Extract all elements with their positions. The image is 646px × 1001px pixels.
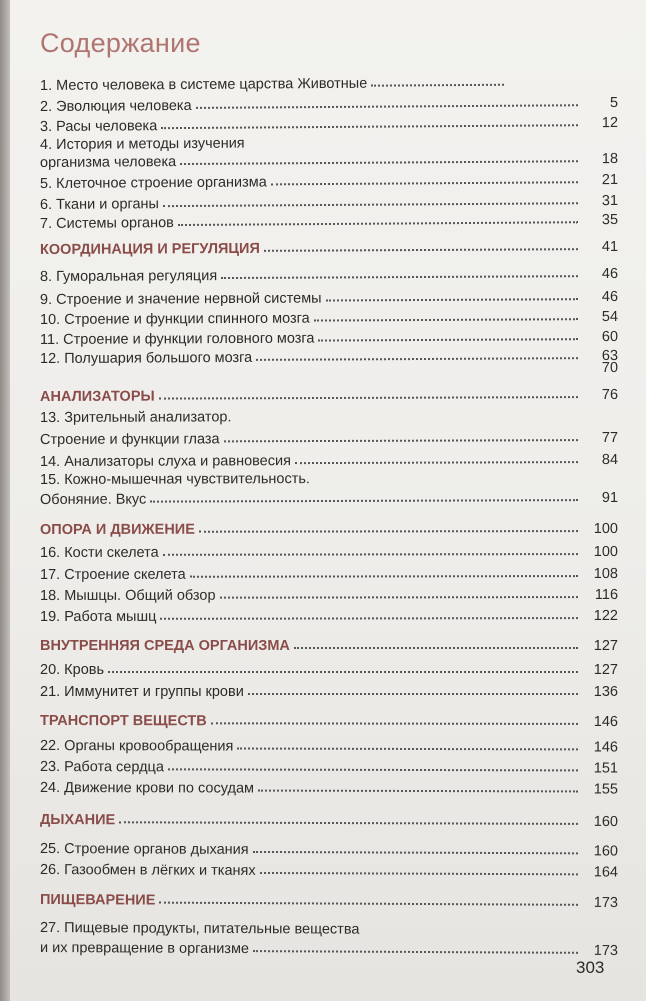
- dot-leader: [253, 950, 578, 954]
- toc-entry-page: 63: [601, 347, 619, 365]
- toc-entry-title: 9. Строение и значение нервной системы: [39, 290, 322, 308]
- toc-section-title: ПИЩЕВАРЕНИЕ: [39, 892, 156, 909]
- toc-entry: [40, 206, 618, 232]
- book-page: [10, 0, 646, 1001]
- toc-entry-title: 21. Иммунитет и группы крови: [40, 684, 244, 700]
- toc-entry-page: 151: [593, 760, 619, 777]
- toc-section-heading: [40, 707, 618, 730]
- toc-entry-page: 100: [593, 543, 619, 561]
- toc-entry-title: 3. Расы человека: [39, 118, 158, 135]
- toc-section-title: ОПОРА И ДВИЖЕНИЕ: [39, 521, 195, 538]
- toc-entry-page: 160: [593, 843, 619, 860]
- toc-entry-title: 7. Системы органов: [39, 215, 174, 232]
- toc-entry-page: 155: [593, 781, 619, 798]
- dot-leader: [363, 933, 578, 934]
- toc-section-title: АНАЛИЗАТОРЫ: [39, 388, 155, 405]
- dot-leader: [248, 693, 578, 695]
- toc-entry-title: и их превращение в организме: [39, 940, 250, 958]
- toc-entry-page: 173: [593, 894, 619, 912]
- dot-leader: [253, 851, 578, 854]
- toc-entry-page: 100: [593, 520, 619, 538]
- toc-entry: [40, 538, 618, 561]
- toc-entry-page: 146: [593, 739, 619, 756]
- dot-leader: [237, 748, 578, 751]
- toc-entry-title: 8. Гуморальная регуляция: [39, 268, 218, 285]
- toc-entry-title: 17. Строение скелета: [39, 566, 186, 583]
- toc-entry-page: 127: [593, 638, 618, 654]
- dot-leader: [294, 647, 578, 649]
- toc-entry-title: 26. Газообмен в лёгких и тканях: [39, 862, 256, 879]
- toc-entry: [40, 402, 618, 426]
- toc-entry-page: 164: [593, 864, 619, 881]
- toc-entry-title: 12. Полушария большого мозга: [39, 349, 253, 367]
- toc-entry-title: 2. Эволюция человека: [39, 97, 192, 115]
- toc-entry-page: 46: [601, 288, 619, 306]
- dot-leader: [159, 902, 578, 906]
- toc-entry-title: 23. Работа сердца: [39, 759, 164, 776]
- dot-leader: [318, 338, 578, 341]
- toc-entry-page: 12: [601, 114, 619, 132]
- toc-entry-page: 41: [601, 238, 619, 256]
- toc-section-heading: [40, 886, 618, 911]
- toc-entry-page: 77: [601, 429, 619, 447]
- toc-entry-page: 31: [601, 192, 619, 210]
- toc-entry-title: 22. Органы кровообращения: [39, 738, 234, 755]
- toc-entry: [40, 560, 618, 583]
- dot-leader: [314, 318, 578, 321]
- dot-leader: [178, 221, 578, 226]
- toc-entry-title: 16. Кости скелета: [39, 544, 159, 561]
- dot-leader: [271, 181, 578, 185]
- toc-section-heading: [40, 632, 618, 654]
- page-number: 303: [576, 958, 605, 977]
- dot-leader: [163, 553, 578, 556]
- toc-entry: [40, 753, 618, 777]
- toc-entry-page: 60: [601, 328, 619, 346]
- toc-section-title: ТРАНСПОРТ ВЕЩЕСТВ: [39, 713, 207, 730]
- dot-leader: [159, 396, 578, 399]
- dot-leader: [160, 617, 578, 620]
- dot-leader: [180, 160, 578, 165]
- toc-entry-title: 6. Ткани и органы: [39, 196, 160, 213]
- toc-entry: [40, 354, 618, 379]
- toc-entry-page: 46: [601, 265, 619, 283]
- dot-leader: [235, 419, 578, 420]
- toc-entry-page: 136: [593, 684, 618, 700]
- toc-entry-page: 160: [593, 813, 619, 831]
- toc-entry-page: 21: [601, 171, 619, 189]
- dot-leader: [264, 248, 578, 252]
- toc-entry-title: 1. Место человека в системе царства Животные: [39, 75, 368, 94]
- toc-entry-page: 54: [601, 308, 619, 326]
- toc-entry-page: 70: [601, 359, 619, 377]
- dot-leader: [108, 671, 578, 673]
- dot-leader: [314, 481, 578, 482]
- dot-leader: [220, 596, 578, 599]
- toc-entry: [40, 732, 618, 756]
- toc-entry: [40, 934, 618, 959]
- toc-entry: [40, 602, 618, 625]
- toc-section-heading: [40, 806, 618, 830]
- toc-entry-title: 18. Мышцы. Общий обзор: [39, 587, 216, 604]
- toc-entry-page: 76: [601, 386, 619, 404]
- dot-leader: [199, 530, 578, 533]
- toc-section-heading: [40, 233, 618, 258]
- toc-entry-title: 15. Кожно-мышечная чувствительность.: [39, 471, 310, 488]
- dot-leader: [44, 371, 578, 374]
- toc-entry-title: 19. Работа мышц: [39, 608, 157, 625]
- toc-entry-title: 11. Строение и функции головного мозга: [39, 330, 315, 348]
- dot-leader: [211, 722, 578, 725]
- toc-entry-title: 4. История и методы изучения: [39, 135, 245, 153]
- toc-entry-title: организма человека: [39, 154, 177, 171]
- dot-leader: [260, 872, 578, 875]
- toc-entry-title: 27. Пищевые продукты, питательные вещества: [39, 920, 360, 938]
- toc-entry-page: 122: [593, 607, 619, 625]
- toc-entry: [40, 484, 618, 508]
- dot-leader: [119, 821, 578, 825]
- toc-entry-title: Обоняние. Вкус: [39, 491, 147, 508]
- toc-entry-page: 146: [593, 713, 619, 731]
- toc-entry: [40, 856, 618, 881]
- toc-entry: [40, 260, 618, 285]
- toc-entry-page: 35: [601, 211, 619, 229]
- toc-entry-title: 10. Строение и функции спинного мозга: [39, 310, 310, 328]
- dot-leader: [190, 575, 578, 578]
- toc-section-title: ДЫХАНИЕ: [39, 812, 116, 829]
- dot-leader: [196, 104, 578, 109]
- toc-entry-page: 18: [601, 150, 619, 168]
- toc-entry-title: Строение и функции глаза: [39, 431, 220, 448]
- toc-section-title: КООРДИНАЦИЯ И РЕГУЛЯЦИЯ: [39, 240, 260, 258]
- toc-entry-page: 91: [601, 489, 619, 507]
- dot-leader: [326, 298, 578, 301]
- toc-entry: [40, 678, 618, 700]
- toc-entry: [40, 424, 618, 448]
- toc-entry: [40, 774, 618, 798]
- toc-entry-page: 84: [601, 451, 619, 469]
- toc-entry-title: 5. Клеточное строение организма: [39, 174, 267, 192]
- toc-entry-page: 173: [593, 942, 619, 960]
- dot-leader: [150, 499, 578, 502]
- page-title: Содержание: [40, 28, 201, 58]
- toc-entry-page: 116: [594, 586, 619, 604]
- dot-leader: [224, 439, 578, 442]
- toc-entry-title: 25. Строение органов дыхания: [39, 841, 249, 858]
- toc-entry-title: 14. Анализаторы слуха и равновесия: [39, 453, 291, 470]
- toc-entry-page: 5: [609, 94, 619, 112]
- dot-leader: [168, 768, 578, 771]
- toc-entry-title: 20. Кровь: [40, 662, 105, 678]
- toc-entry-title: 24. Движение крови по сосудам: [39, 780, 255, 797]
- toc-entry-page: 127: [593, 662, 618, 678]
- toc-entry-title: 13. Зрительный анализатор.: [39, 409, 232, 426]
- dot-leader: [221, 275, 578, 279]
- toc-entry: [40, 581, 618, 604]
- dot-leader: [371, 84, 504, 87]
- dot-leader: [258, 790, 578, 793]
- toc-entry-page: 108: [593, 565, 619, 583]
- toc-section-title: ВНУТРЕННЯЯ СРЕДА ОРГАНИЗМА: [40, 638, 290, 654]
- toc-section-heading: [40, 515, 618, 538]
- toc-entry: [40, 656, 618, 678]
